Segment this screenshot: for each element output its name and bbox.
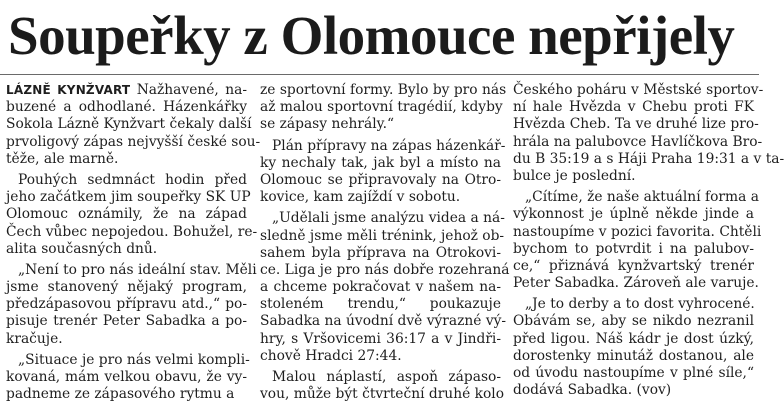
text-line: ky nechaly tak, jak byl a místo na <box>260 154 501 171</box>
text-line: Sokola Lázně Kynžvart čekaly další <box>6 116 252 133</box>
paragraph <box>260 210 510 365</box>
text-line: Čech vůbec nepojedou. Bohužel, re- <box>6 223 258 240</box>
text-line: výkonnost je úplně někde jinde a <box>513 206 754 223</box>
paragraph <box>260 369 505 403</box>
text-line: dorostenky minutáž dostanou, ale <box>513 347 754 364</box>
text-line-rest: Nažhavené, na- <box>136 82 247 98</box>
text-line: jsme stanovený nějaký program, <box>6 279 247 296</box>
text-line: „Situace je pro nás velmi kompli- <box>18 351 250 368</box>
paragraph <box>513 82 784 185</box>
paragraph <box>6 261 257 348</box>
text-line: „Udělali jsme analýzu videa a ná- <box>272 210 505 227</box>
text-line: du B 35:19 a s Háji Praha 19:31 a v ta- <box>513 150 784 167</box>
text-line: Olomouc oznámily, že na západ <box>6 206 247 223</box>
text-line: Obávám se, aby se nikdo nezranil <box>513 313 754 330</box>
text-line: těže, ale marně. <box>6 150 119 167</box>
headline-divider <box>0 74 759 75</box>
article-headline: Soupeřky z Olomouce nepřijely <box>8 5 735 66</box>
text-line: ní hale Hvězda v Chebu proti FK <box>513 99 754 116</box>
text-line: ze sportovní formy. Bylo by pro nás <box>260 82 507 98</box>
text-line: sledně jsme měli trénink, jehož ob- <box>260 227 505 244</box>
text-line: prvoligový zápas nejvyšší české sou- <box>6 133 261 150</box>
text-line: „Cítíme, že naše aktuální forma a <box>525 189 759 206</box>
text-line: pisuje trenér Peter Sabadka a po- <box>6 313 247 330</box>
text-line: „Není to pro nás ideální stav. Měli <box>18 261 257 278</box>
text-line: stoleném trendu,“ poukazuje <box>260 296 501 313</box>
text-line: nastoupíme v pozici favorita. Chtěli <box>513 223 762 240</box>
text-line: chově Hradci 27:44. <box>260 347 402 364</box>
text-line: ce. Liga je pro nás dobře rozehraná <box>260 261 510 278</box>
text-line: od úvodu nastoupíme v plné síle,“ <box>513 365 754 381</box>
text-line: Sabadka na úvodní dvě výrazné vý- <box>260 313 507 330</box>
text-line: hrála na palubovce Havlíčkova Bro- <box>513 133 763 150</box>
text-line: buzené a odhodlané. Házenkářky <box>6 99 247 116</box>
paragraph <box>6 351 250 404</box>
text-line: padneme ze zápasového rytmu a <box>6 386 235 403</box>
text-line: bulce je poslední. <box>513 167 636 184</box>
text-line: a chceme pokračovat v našem na- <box>260 279 501 296</box>
article-column-1 <box>6 82 261 420</box>
paragraph <box>513 296 754 399</box>
dateline: LÁZNĚ KYNŽVART <box>6 83 131 97</box>
paragraph <box>6 82 261 168</box>
text-line: Plán přípravy na zápas házenkář- <box>272 137 506 154</box>
text-line: „Je to derby a to dost vyhrocené. <box>525 296 755 313</box>
text-line: Peter Sabadka. Zároveň ale varuje. <box>513 275 759 292</box>
text-line: ce,“ přiznává kynžvartský trenér <box>513 257 754 274</box>
text-line: dodává Sabadka. (vov) <box>513 382 672 399</box>
text-line: Hvězda Cheb. Ta ve druhé lize pro- <box>513 116 759 133</box>
text-line: Olomouc se připravovaly na Otro- <box>260 171 501 188</box>
text-line: bychom to potvrdit i na palubov- <box>513 240 754 257</box>
paragraph <box>260 82 507 134</box>
text-line: hry, s Vršovicemi 36:17 a v Jindři- <box>260 330 501 347</box>
text-line: Pouhých sedmnáct hodin před <box>18 171 247 188</box>
text-line: předzápasovou přípravu atd.,“ po- <box>6 296 247 313</box>
paragraph <box>6 171 258 258</box>
text-line: Malou náplastí, aspoň zápaso- <box>272 369 501 385</box>
text-line: před ligou. Náš kádr je dost úzký, <box>513 330 754 347</box>
text-line: až malou sportovní tragédií, kdyby <box>260 99 503 116</box>
text-line: Českého poháru v Městské sportov- <box>513 82 764 98</box>
text-line: se zápasy nehrály.“ <box>260 116 395 133</box>
text-line: kovaná, mám velkou obavu, že vy- <box>6 369 247 385</box>
text-line: sahem byla příprava na Otrokovi- <box>260 244 501 261</box>
text-line: alita současných dnů. <box>6 240 158 257</box>
article-column-2 <box>260 82 510 420</box>
paragraph <box>513 189 762 292</box>
text-line: vou, může být čtvrteční druhé kolo <box>260 386 505 403</box>
article-column-3 <box>513 82 784 420</box>
text-line: kračuje. <box>6 330 63 347</box>
text-line <box>6 82 247 99</box>
text-line: jeho začátkem jim soupeřky SK UP <box>6 189 251 206</box>
text-line: kovice, kam zajíždí v sobotu. <box>260 189 461 206</box>
paragraph <box>260 137 506 207</box>
